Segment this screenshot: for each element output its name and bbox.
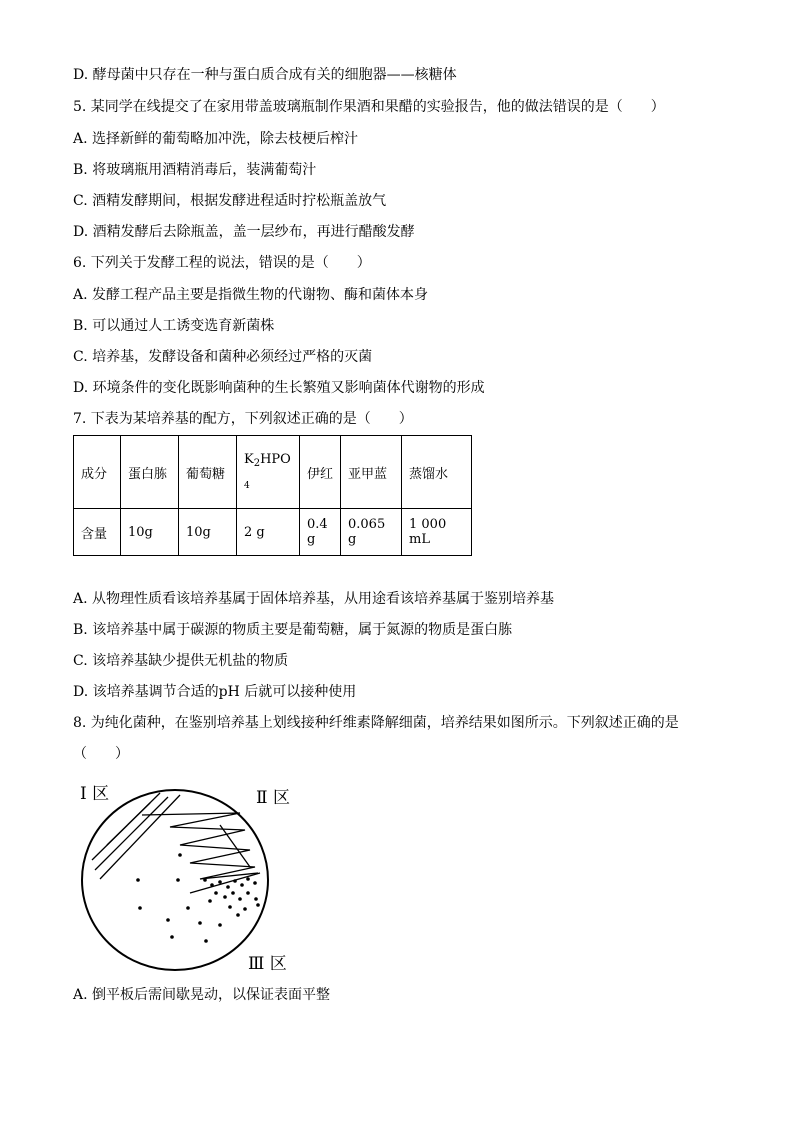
formula-subscript: 2	[253, 458, 261, 469]
k2hpo4-label	[244, 451, 292, 473]
table-cell: 伊红	[300, 436, 341, 509]
q5-stem: 5. 某同学在线提交了在家用带盖玻璃瓶制作果酒和果醋的实验报告，他的做法错误的是（ ）	[73, 99, 665, 115]
q6-option-c: C. 培养基，发酵设备和菌种必须经过严格的灭菌	[73, 349, 373, 365]
table-row	[74, 436, 472, 509]
q5-option-d: D. 酒精发酵后去除瓶盖，盖一层纱布，再进行醋酸发酵	[73, 224, 415, 240]
table-cell: 蒸馏水	[402, 436, 472, 509]
petri-dish-figure	[70, 775, 310, 980]
table-cell: 亚甲蓝	[341, 436, 402, 509]
table-cell: 成分	[74, 436, 121, 509]
table-cell: 0.4 g	[300, 509, 341, 556]
zone-1-label: Ⅰ 区	[80, 784, 110, 804]
medium-recipe-table	[73, 435, 472, 556]
zone-3-label: Ⅲ 区	[248, 954, 287, 974]
table-cell: 10g	[121, 509, 179, 556]
q8-stem-paren: （ ）	[73, 746, 129, 762]
q6-stem: 6. 下列关于发酵工程的说法，错误的是（ ）	[73, 255, 371, 271]
zone-2-label: Ⅱ 区	[256, 788, 290, 808]
q7-option-a: A. 从物理性质看该培养基属于固体培养基，从用途看该培养基属于鉴别培养基	[73, 591, 555, 607]
formula-part: HPO	[260, 452, 291, 467]
table-row	[74, 509, 472, 556]
q6-option-a: A. 发酵工程产品主要是指微生物的代谢物、酶和菌体本身	[73, 287, 429, 303]
q5-option-c: C. 酒精发酵期间，根据发酵进程适时拧松瓶盖放气	[73, 193, 387, 209]
table-cell: 葡萄糖	[179, 436, 237, 509]
table-cell	[237, 436, 300, 509]
petri-dish-outline	[82, 790, 268, 970]
q7-stem: 7. 下表为某培养基的配方，下列叙述正确的是（ ）	[73, 411, 413, 427]
q7-option-c: C. 该培养基缺少提供无机盐的物质	[73, 653, 289, 669]
table-cell: 蛋白胨	[121, 436, 179, 509]
table-cell: 0.065 g	[341, 509, 402, 556]
formula-part: K	[244, 452, 254, 467]
q6-option-d: D. 环境条件的变化既影响菌种的生长繁殖又影响菌体代谢物的形成	[73, 380, 485, 396]
table-cell: 1 000 mL	[402, 509, 472, 556]
q5-option-a: A. 选择新鲜的葡萄略加冲洗，除去枝梗后榨汁	[73, 131, 359, 147]
q6-option-b: B. 可以通过人工诱变选育新菌株	[73, 318, 275, 334]
q7-option-b: B. 该培养基中属于碳源的物质主要是葡萄糖，属于氮源的物质是蛋白胨	[73, 622, 513, 638]
formula-subscript: 4	[244, 481, 250, 491]
q8-stem: 8. 为纯化菌种，在鉴别培养基上划线接种纤维素降解细菌，培养结果如图所示。下列叙述正确的是	[73, 715, 679, 731]
streak-lines	[92, 793, 260, 893]
table-cell: 10g	[179, 509, 237, 556]
q8-option-a: A. 倒平板后需间歇晃动，以保证表面平整	[73, 987, 331, 1003]
q5-option-b: B. 将玻璃瓶用酒精消毒后，装满葡萄汁	[73, 162, 317, 178]
q4-option-d: D. 酵母菌中只存在一种与蛋白质合成有关的细胞器——核糖体	[73, 67, 457, 83]
table-cell: 含量	[74, 509, 121, 556]
q7-option-d: D. 该培养基调节合适的pH 后就可以接种使用	[73, 684, 357, 700]
table-cell: 2 g	[237, 509, 300, 556]
